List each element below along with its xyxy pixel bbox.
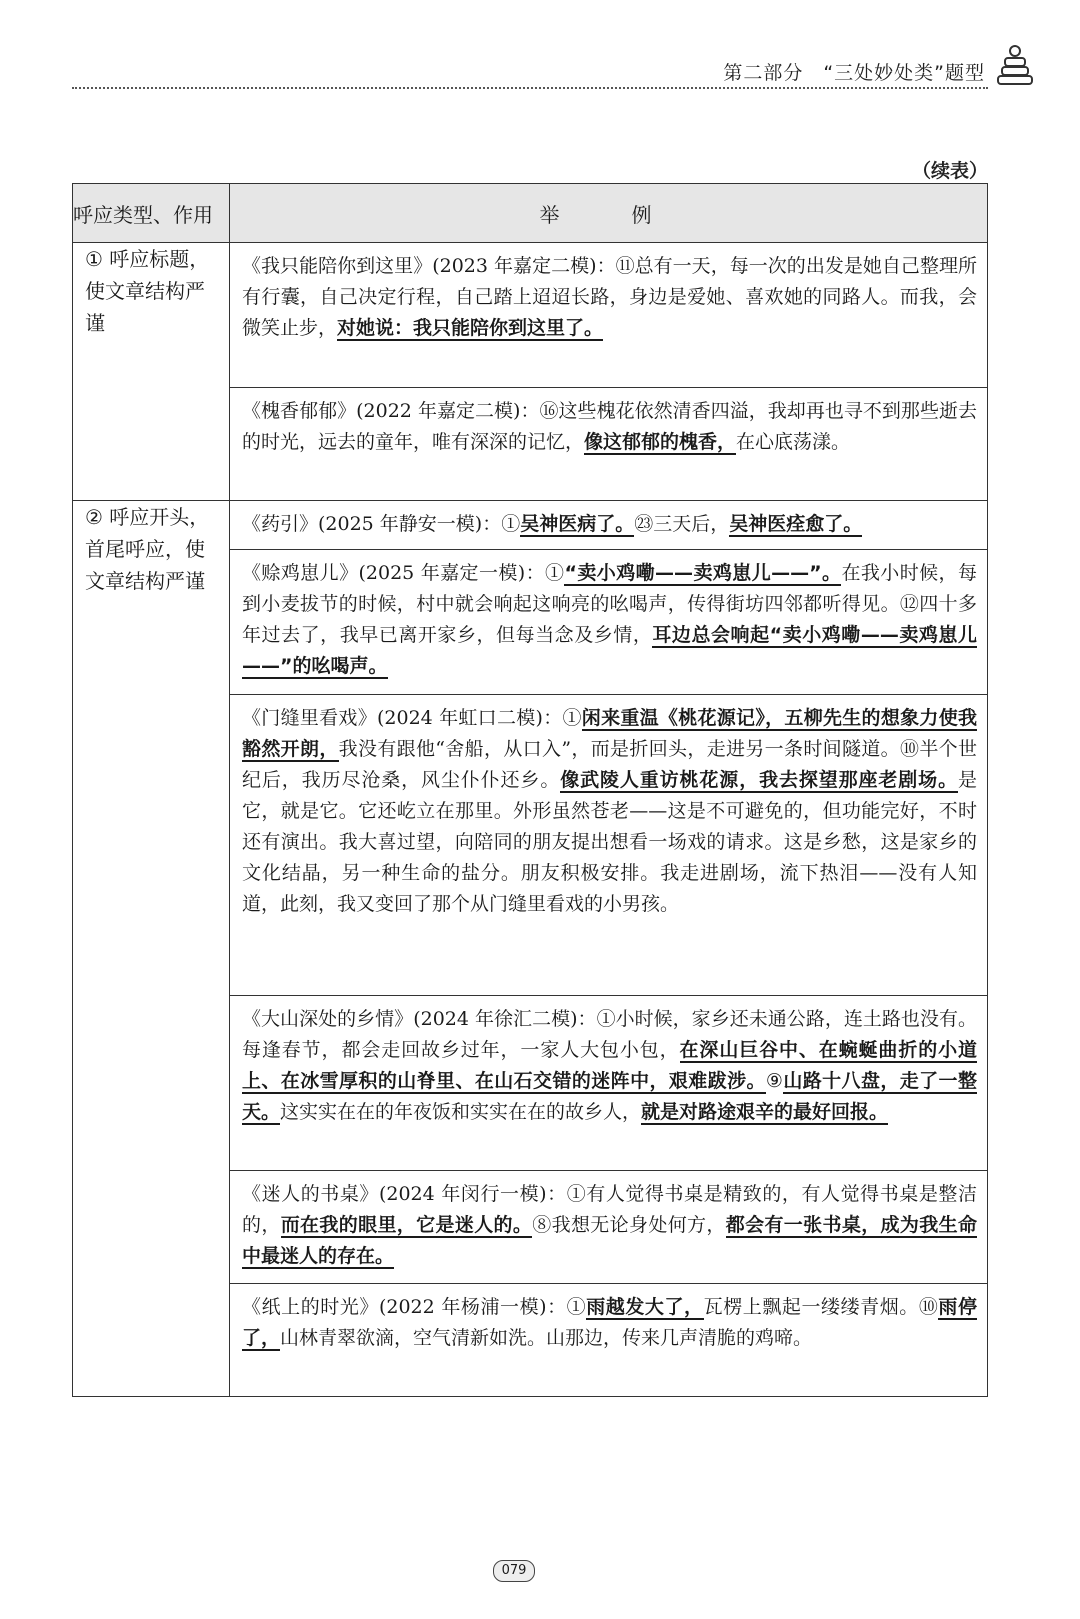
highlighted-text: 耳边总会响起“卖小鸡嘞——卖鸡崽儿——”的吆喝声。 bbox=[242, 624, 977, 677]
example-text-plain: ㉓三天后， bbox=[634, 513, 730, 535]
page-number: 079 bbox=[493, 1560, 535, 1582]
table-header-row bbox=[73, 184, 988, 243]
example-text-plain: 是它，就是它。它还屹立在那里。外形虽然苍老——这是不可避免的，但功能完好，不时还有演出。我大喜过望，向陪同的朋友提出想看一场戏的请求。这是乡愁，这是家乡的文化结晶，另一种生命的盐分。朋友积极安排。我走进剧场，流下热泪——没有人知道，此刻，我又变回了那个从门缝里看戏的小男孩。 bbox=[242, 769, 977, 915]
example-text-plain: 《纸上的时光》(2022 年杨浦一模)：① bbox=[242, 1296, 587, 1318]
example-text bbox=[242, 509, 977, 540]
highlighted-text: 山路十八盘，走了一整天。 bbox=[242, 1070, 977, 1123]
highlighted-text: 而在我的眼里，它是迷人的。 bbox=[280, 1214, 533, 1236]
example-text bbox=[242, 558, 977, 682]
example-text-plain: 《大山深处的乡情》(2024 年徐汇二模)：①小时候，家乡还未通公路，连土路也没有。每逢春节，都会走回故乡过年，一家人大包小包， bbox=[242, 1008, 977, 1061]
example-text-plain: 《迷人的书桌》(2024 年闵行一模)：①有人觉得书桌是精致的，有人觉得书桌是整洁的， bbox=[242, 1183, 977, 1236]
column-header-examples: 举 例 bbox=[230, 184, 988, 243]
stacked-books-icon bbox=[990, 40, 1040, 90]
highlighted-text: 在深山巨谷中、在蜿蜒曲折的小道上、在冰雪厚积的山脊里、在山石交错的迷阵中，艰难跋涉。 bbox=[242, 1039, 977, 1092]
type-cell-1: ① 呼应标题，使文章结构严谨 bbox=[73, 243, 230, 501]
example-text-plain: 瓦楞上飘起一缕缕青烟。⑩ bbox=[703, 1296, 939, 1318]
highlighted-text: 雨停了， bbox=[242, 1296, 977, 1349]
highlighted-text: 吴神医痊愈了。 bbox=[729, 513, 863, 535]
column-header-type: 呼应类型、作用 bbox=[73, 184, 230, 243]
highlighted-text: “卖小鸡嘞——卖鸡崽儿——”。 bbox=[564, 562, 842, 584]
example-text-plain: 《药引》(2025 年静安一模)：① bbox=[242, 513, 521, 535]
type-cell-2: ② 呼应开头，首尾呼应，使文章结构严谨 bbox=[73, 501, 230, 1397]
header-divider bbox=[72, 87, 988, 89]
example-text-plain: 在我小时候，每到小麦拔节的时候，村中就会响起这响亮的吆喝声，传得街坊四邻都听得见。⑫四十多年过去了，我早已离开家乡，但每当念及乡情， bbox=[242, 562, 977, 646]
example-text-plain: ⑨ bbox=[765, 1070, 784, 1092]
highlighted-text: 像武陵人重访桃花源，我去探望那座老剧场。 bbox=[560, 769, 958, 791]
section-title: 第二部分 “三处妙处类”题型 bbox=[723, 62, 985, 84]
highlighted-text: 就是对路途艰辛的最好回报。 bbox=[641, 1101, 889, 1123]
example-text-plain: 《槐香郁郁》(2022 年嘉定二模)：⑯这些槐花依然清香四溢，我却再也寻不到那些逝去的时光，远去的童年，唯有深深的记忆， bbox=[242, 400, 977, 453]
example-text-plain: 在心底荡漾。 bbox=[736, 431, 851, 453]
examples-table bbox=[72, 183, 988, 1397]
example-text bbox=[242, 396, 977, 458]
highlighted-text: 都会有一张书桌，成为我生命中最迷人的存在。 bbox=[242, 1214, 977, 1267]
example-text-plain: ⑧我想无论身处何方， bbox=[532, 1214, 726, 1236]
example-cell bbox=[230, 1284, 988, 1397]
continued-label: （续表） bbox=[911, 160, 988, 182]
example-text-plain: 山林青翠欲滴，空气清新如洗。山那边，传来几声清脆的鸡啼。 bbox=[280, 1327, 813, 1349]
example-cell bbox=[230, 501, 988, 550]
example-text bbox=[242, 1004, 977, 1128]
highlighted-text: 雨越发大了， bbox=[586, 1296, 704, 1318]
example-text-plain: 《门缝里看戏》(2024 年虹口二模)：① bbox=[242, 707, 582, 729]
example-text bbox=[242, 251, 977, 344]
example-text bbox=[242, 1179, 977, 1272]
example-cell bbox=[230, 388, 988, 501]
table-row bbox=[73, 501, 988, 550]
example-text-plain: 我没有跟他“舍船，从口入”，而是折回头，走进另一条时间隧道。⑩半个世纪后，我历尽沧桑，风尘仆仆还乡。 bbox=[242, 738, 977, 791]
example-cell bbox=[230, 996, 988, 1171]
example-cell bbox=[230, 550, 988, 695]
highlighted-text: 闲来重温《桃花源记》，五柳先生的想象力使我豁然开朗， bbox=[242, 707, 977, 760]
highlighted-text: 吴神医病了。 bbox=[520, 513, 635, 535]
highlighted-text: 对她说：我只能陪你到这里了。 bbox=[337, 317, 604, 339]
example-text-plain: 《赊鸡崽儿》(2025 年嘉定一模)：① bbox=[242, 562, 565, 584]
example-cell bbox=[230, 695, 988, 996]
example-text bbox=[242, 1292, 977, 1354]
example-text-plain: 这实实在在的年夜饭和实实在在的故乡人， bbox=[280, 1101, 642, 1123]
highlighted-text: 像这郁郁的槐香， bbox=[584, 431, 737, 453]
example-text bbox=[242, 703, 977, 920]
example-cell bbox=[230, 243, 988, 388]
example-cell bbox=[230, 1171, 988, 1284]
example-text-plain: 《我只能陪你到这里》(2023 年嘉定二模)：⑪总有一天，每一次的出发是她自己整理所有行囊，自己决定行程，自己踏上迢迢长路，身边是爱她、喜欢她的同路人。而我，会微笑止步， bbox=[242, 255, 977, 339]
table-row bbox=[73, 243, 988, 388]
